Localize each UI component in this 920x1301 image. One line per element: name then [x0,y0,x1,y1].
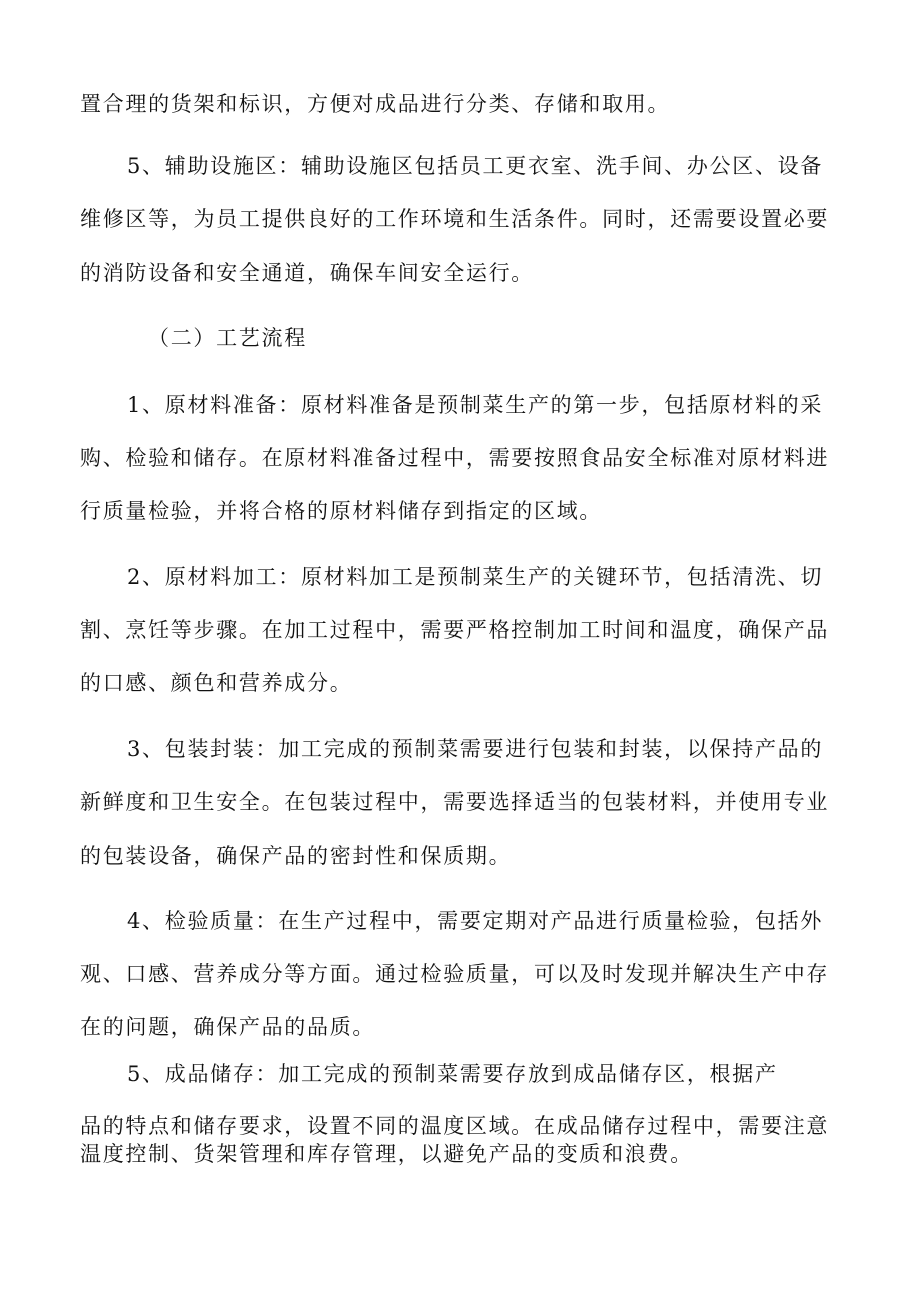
paragraph-line: 1、原材料准备：原材料准备是预制菜生产的第一步，包括原材料的采 [127,393,824,417]
paragraph-line: 在的问题，确保产品的品质。 [80,1015,376,1039]
paragraph-line: 观、口感、营养成分等方面。通过检验质量，可以及时发现并解决生产中存 [80,962,830,986]
paragraph-line: 割、烹饪等步骤。在加工过程中，需要严格控制加工时间和温度，确保产品 [80,618,830,642]
section-heading: （二）工艺流程 [148,326,307,350]
paragraph-line: 的口感、颜色和营养成分。 [80,671,353,695]
paragraph-line: 的包装设备，确保产品的密封性和保质期。 [80,844,512,868]
paragraph-line: 2、原材料加工：原材料加工是预制菜生产的关键环节，包括清洗、切 [127,565,824,589]
paragraph-line: 行质量检验，并将合格的原材料储存到指定的区域。 [80,499,603,523]
paragraph-line: 温度控制、货架管理和库存管理，以避免产品的变质和浪费。 [80,1142,693,1166]
paragraph-line: 新鲜度和卫生安全。在包装过程中，需要选择适当的包装材料，并使用专业 [80,790,830,814]
paragraph-line: 的消防设备和安全通道，确保车间安全运行。 [80,261,534,285]
paragraph-line: 维修区等，为员工提供良好的工作环境和生活条件。同时，还需要设置必要 [80,207,830,231]
paragraph-line: 置合理的货架和标识，方便对成品进行分类、存储和取用。 [80,92,671,116]
paragraph-line: 4、检验质量：在生产过程中，需要定期对产品进行质量检验，包括外 [127,909,824,933]
paragraph-line: 5、辅助设施区：辅助设施区包括员工更衣室、洗手间、办公区、设备 [127,154,824,178]
paragraph-line: 品的特点和储存要求，设置不同的温度区域。在成品储存过程中，需要注意 [80,1114,830,1138]
paragraph-line: 3、包装封装：加工完成的预制菜需要进行包装和封装，以保持产品的 [127,737,824,761]
paragraph-line: 5、成品储存：加工完成的预制菜需要存放到成品储存区，根据产 [127,1062,778,1086]
paragraph-line: 购、检验和储存。在原材料准备过程中，需要按照食品安全标准对原材料进 [80,446,830,470]
